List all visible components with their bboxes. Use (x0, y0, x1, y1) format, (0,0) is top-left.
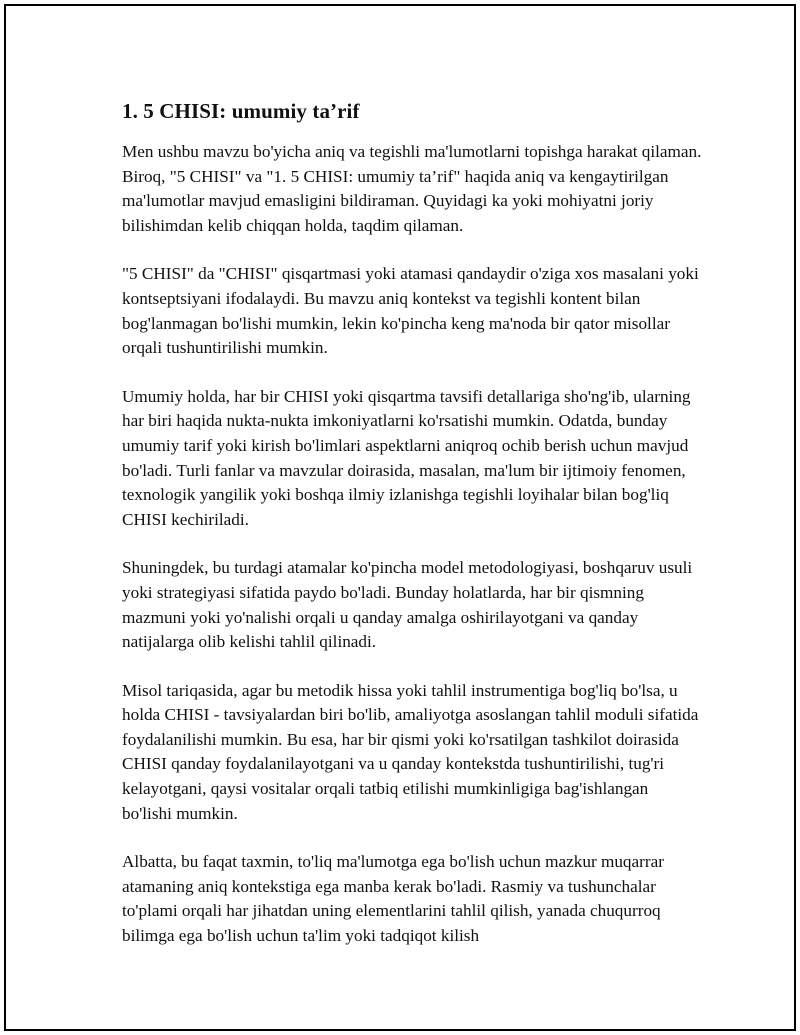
paragraph-conclusion: Albatta, bu faqat taxmin, to'liq ma'lumotga ega bo'lish uchun mazkur muqarrar atamaning aniq kontekstiga ega manba kerak bo'ladi. Rasmiy va tushunchalar to'plami orqali har jihatdan uning elementlarini tahlil qilish, yanada chuqurroq bilimga ega bo'lish uchun ta'lim yoki tadqiqot kilish (122, 852, 664, 946)
document-title: 1. 5 CHISI: umumiy ta’rif (122, 99, 360, 123)
paragraph-general: Umumiy holda, har bir CHISI yoki qisqartma tavsifi detallariga sho'ng'ib, ularning har biri haqida nukta-nukta imkoniyatlarni ko'rsatishi mumkin. Odatda, bunday umumiy tarif yoki kirish bo'limlari aspektlarni aniqroq ochib berish uchun mavjud bo'ladi. Turli fanlar va mavzular doirasida, masalan, ma'lum bir ijtimoiy fenomen, texnologik yangilik yoki boshqa ilmiy izlanishga tegishli loyihalar bilan bog'liq CHISI kechiriladi. (122, 386, 691, 529)
paragraph-definition: "5 CHISI" da "CHISI" qisqartmasi yoki atamasi qandaydir o'ziga xos masalani yoki kontseptsiyani ifodalaydi. Bu mavzu aniq kontekst va tegishli kontent bilan bog'lanmagan bo'lishi mumkin, lekin ko'pincha keng ma'noda bir qator misollar orqali tushuntirilishi mumkin. (122, 264, 699, 358)
document-body (122, 96, 702, 949)
paragraph-methodology: Shuningdek, bu turdagi atamalar ko'pincha model metodologiyasi, boshqaruv usuli yoki strategiyasi sifatida paydo bo'ladi. Bunday holatlarda, har bir qismning mazmuni yoki yo'nalishi orqali u qanday amalga oshirilayotgani va qanday natijalarga olib kelishi tahlil qilinadi. (122, 558, 693, 652)
paragraph-intro: Men ushbu mavzu bo'yicha aniq va tegishli ma'lumotlarni topishga harakat qilaman. Biroq, "5 CHISI" va "1. 5 CHISI: umumiy ta’rif" haqida aniq va kengaytirilgan ma'lumotlar mavjud emasligini bildiraman. Quyidagi ka yoki mohiyatni joriy bilishimdan kelib chiqqan holda, taqdim qilaman. (122, 142, 702, 235)
page-frame (4, 4, 796, 1031)
paragraph-example: Misol tariqasida, agar bu metodik hissa yoki tahlil instrumentiga bog'liq bo'lsa, u holda CHISI - tavsiyalardan biri bo'lib, amaliyotga asoslangan tahlil moduli sifatida foydalanilishi mumkin. Bu esa, har bir qismi yoki ko'rsatilgan tashkilot doirasida CHISI qanday foydalanilayotgani va u qanday kontekstda tushuntirilishi, tug'ri kelayotgani, qaysi vositalar orqali tatbiq etilishi mumkinligiga bag'ishlangan bo'lishi mumkin. (122, 680, 699, 823)
